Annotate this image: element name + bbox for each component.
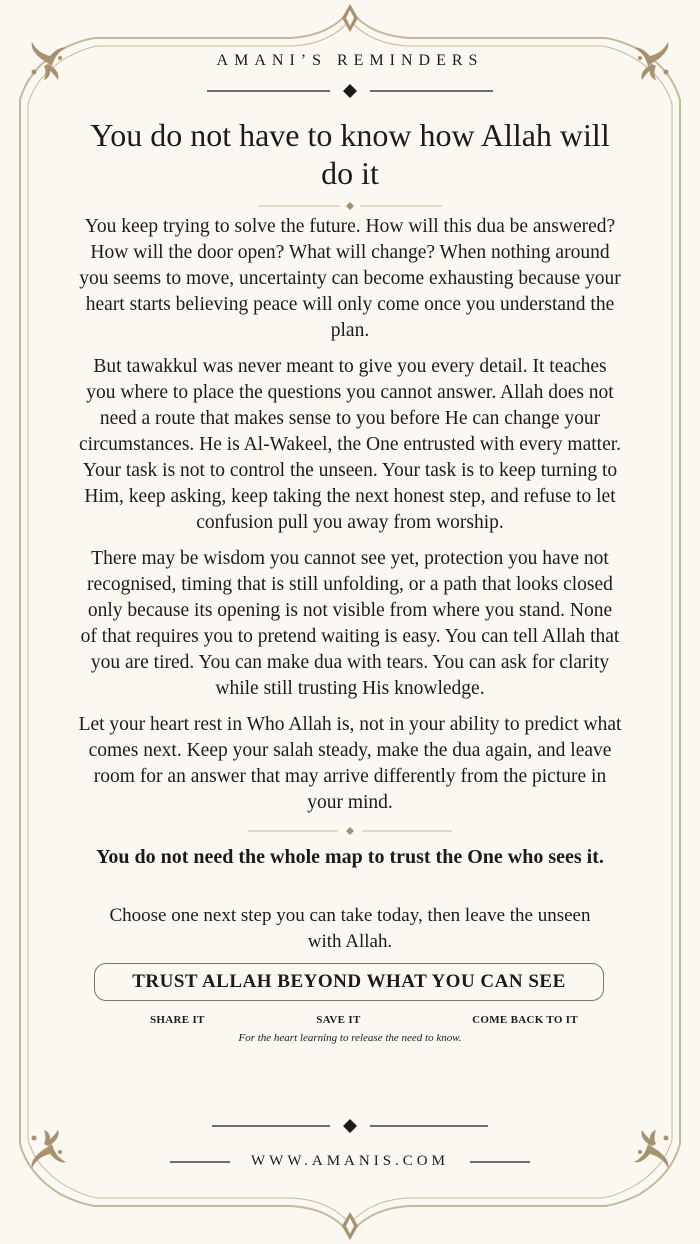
come-back-link[interactable]: COME BACK TO IT	[472, 1014, 578, 1026]
action-links	[150, 1014, 578, 1026]
header-divider	[0, 82, 700, 100]
trust-allah-button[interactable]: TRUST ALLAH BEYOND WHAT YOU CAN SEE	[94, 963, 604, 1001]
paragraph: You keep trying to solve the future. How will this dua be answered? How will the door open? What will change? When nothing around you seems to move, uncertainty can become exhausting because your heart starts believing peace will only come once you understand the plan.	[79, 216, 621, 341]
key-message: You do not need the whole map to trust the One who sees it.	[96, 846, 604, 868]
share-link[interactable]: SHARE IT	[150, 1014, 205, 1026]
paragraph: There may be wisdom you cannot see yet, protection you have not recognised, timing that is still unfolding, or a path that looks closed only because its opening is not visible from where you stand. None of that requires you to pretend waiting is easy. You can tell Allah that you are tired. You can make dua with tears. You can ask for clarity while still trusting His knowledge.	[80, 548, 620, 699]
title-divider	[0, 201, 700, 211]
save-link[interactable]: SAVE IT	[316, 1014, 361, 1026]
footer-divider	[0, 1116, 700, 1136]
tagline: For the heart learning to release the need to know.	[238, 1032, 462, 1044]
website-link[interactable]: WWW.AMANIS.COM	[251, 1153, 449, 1169]
section-divider	[0, 826, 700, 836]
paragraph: Let your heart rest in Who Allah is, not in your ability to predict what comes next. Keep your salah steady, make the dua again, and leave room for an answer that may arrive differently from the picture in your mind.	[78, 714, 622, 813]
action-prompt: Choose one next step you can take today, then leave the unseen with Allah.	[109, 905, 591, 952]
article-body	[78, 214, 622, 826]
page-title: You do not have to know how Allah will do it	[90, 117, 610, 191]
brand-title: AMANI’S REMINDERS	[216, 52, 484, 69]
paragraph: But tawakkul was never meant to give you every detail. It teaches you where to place the questions you cannot answer. Allah does not need a route that makes sense to you before He can change your circumstances. He is Al-Wakeel, the One entrusted with every matter. Your task is not to control the unseen. Your task is to keep turning to Him, keep asking, keep taking the next honest step, and refuse to let confusion pull you away from worship.	[78, 356, 622, 533]
